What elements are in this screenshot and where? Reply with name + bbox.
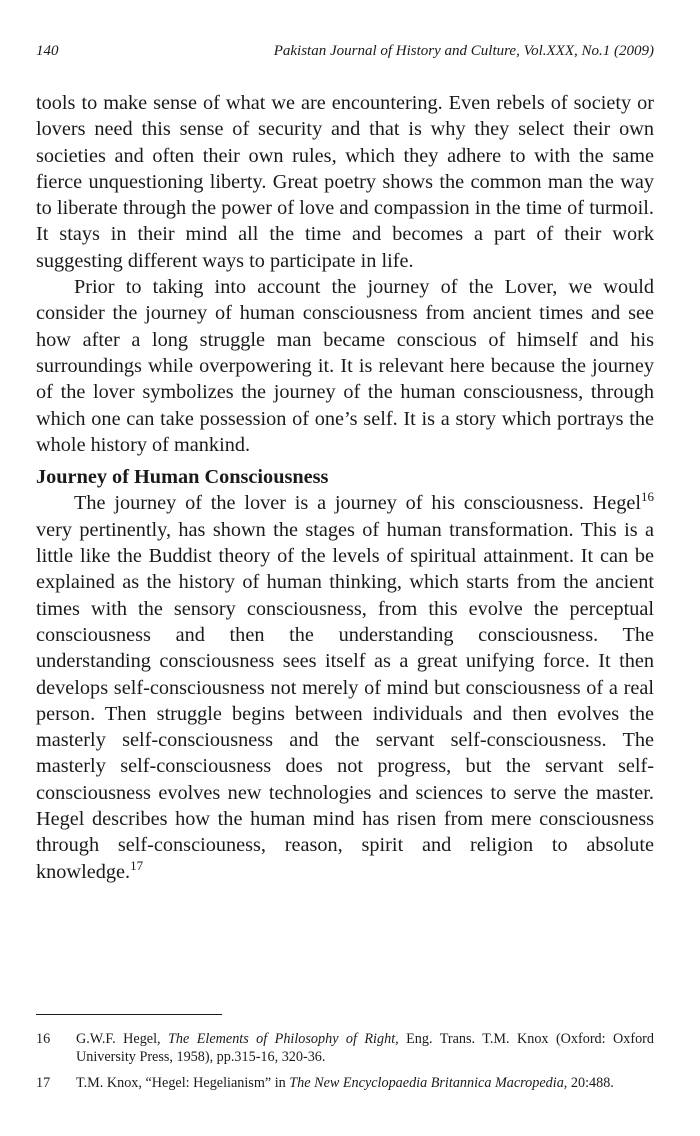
footnote-separator [36,1014,222,1015]
footnote-text [76,1074,654,1092]
footnote-title: The New Encyclopaedia Britannica Macropedia [289,1075,564,1091]
footnote-details: Eng. Trans. T.M. Knox (Oxford: Oxford University Press, 1958), pp.315-16, 320-36. [76,1031,654,1065]
paragraph-1: tools to make sense of what we are encountering. Even rebels of society or lovers need this sense of security and that is why they select their own societies and often their own rules, which they adhere to with the same fierce unquestioning liberty. Great poetry shows the common man the way to liberate through the power of love and compassion in the time of turmoil. It stays in their mind all the time and becomes a part of their work suggesting different ways to participate in life. [36,92,654,272]
footnote-author: T.M. Knox, “Hegel: Hegelianism” in [76,1075,290,1091]
footnote-ref-16[interactable]: 16 [641,489,654,505]
paragraph-3-text-b: very pertinently, has shown the stages of human transformation. This is a little like the Buddist theory of the levels of spiritual attainment. It can be explained as the history of human thinking, which starts from the ancient times with the sensory consciousness, from this evolve the perceptual consciousness and then the understanding consciousness. The understanding consciousness sees itself as a great unifying force. It then develops self-consciousness not merely of mind but consciousness of a real person. Then struggle begins between individuals and then evolves the masterly self-consciousness and the servant self-consciousness. The masterly self-consciousness does not progress, but the servant self-consciousness evolves new technologies and sciences to serve the master. Hegel describes how the human mind has risen from mere consciousness through self-consciouness, reason, spirit and religion to absolute knowledge. [36,518,654,883]
footnote-text [76,1030,654,1066]
article-body [36,90,654,885]
footnote-ref-17[interactable]: 17 [130,857,144,873]
footnote-author: G.W.F. Hegel, [76,1031,169,1047]
footnote-title: The Elements of Philosophy of Right, [168,1031,399,1047]
journal-title: Pakistan Journal of History and Culture, Vol.XXX, No.1 (2009) [273,43,654,59]
page-number: 140 [36,43,59,59]
paragraph-2: Prior to taking into account the journey of the Lover, we would consider the journey of human consciousness from ancient times and see how after a long struggle man became conscious of himself and his surroundings while overpowering it. It is relevant here because the journey of the lover symbolizes the journey of the human consciousness, through which one can take possession of one’s self. It is a story which portrays the whole history of mankind. [36,276,654,456]
footnote-17 [36,1074,654,1092]
section-heading: Journey of Human Consciousness [36,466,329,489]
footnote-details: , 20:488. [563,1075,614,1091]
footnote-number: 17 [36,1075,51,1091]
footnote-16 [36,1030,654,1066]
paragraph-3 [36,490,654,884]
footnotes [36,1030,654,1100]
footnote-number: 16 [36,1031,51,1047]
paragraph-3-text-a: The journey of the lover is a journey of his consciousness. Hegel [74,492,641,515]
